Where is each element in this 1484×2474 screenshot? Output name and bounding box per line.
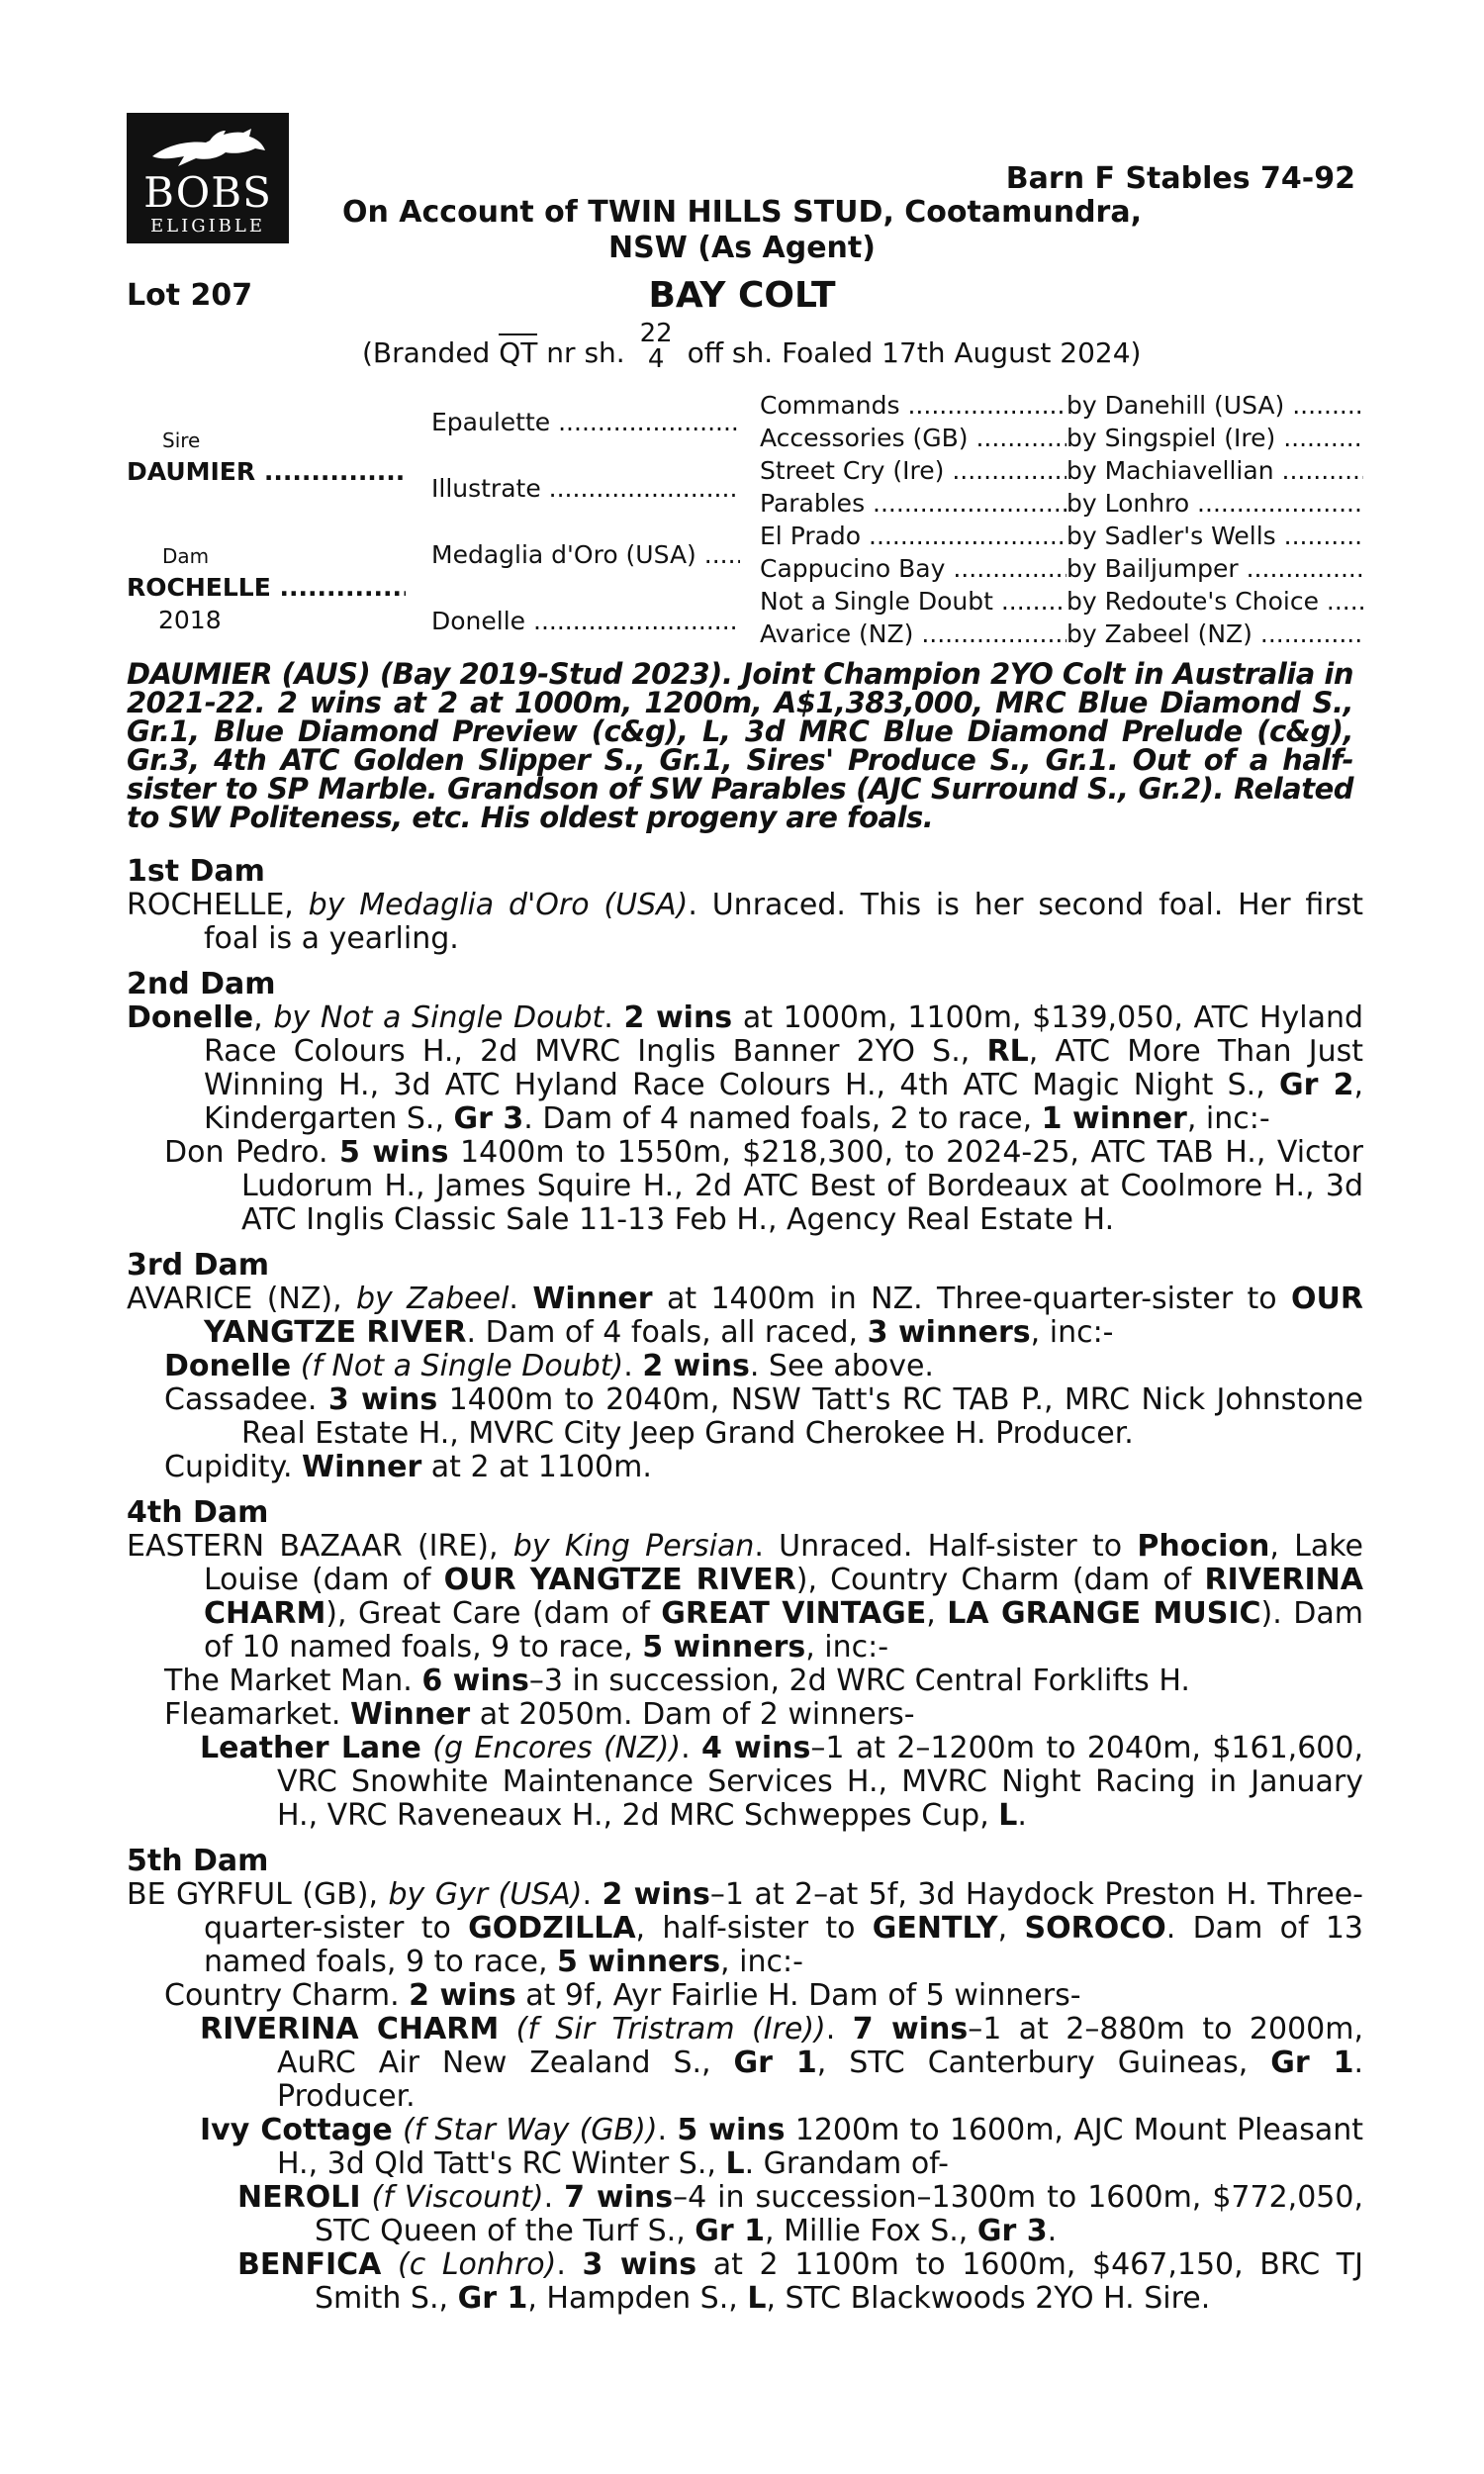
section-heading: 1st Dam [127, 854, 265, 889]
family-sections [127, 855, 1363, 2316]
text: EASTERN BAZAAR (IRE), [127, 1529, 513, 1564]
text: –1 at 2–1200m to 2040m, $161,600, VRC Snowhite Maintenance Services H., MVRC Night Racing in January H., VRC Raveneaux H., 2d MRC Schweppes Cup, [277, 1731, 1364, 1833]
brand-fraction-bottom: 4 [647, 344, 665, 374]
italic-text: by Medaglia d'Oro (USA) [308, 888, 689, 922]
text: . [509, 1282, 533, 1316]
text: . Producer. [277, 2046, 1363, 2114]
bold-text: 5 winners [557, 1945, 721, 1979]
text: , inc:- [805, 1630, 889, 1665]
g3-row: Not a Single Doubt ..... by Redoute's Choice ..... [760, 585, 1363, 618]
text: ). Dam of 10 named foals, 9 to race, [204, 1596, 1363, 1665]
bobs-eligible-logo [127, 113, 289, 243]
italic-text: (f Viscount) [371, 2180, 544, 2215]
italic-text: by King Persian [512, 1529, 755, 1564]
progeny-entry [127, 1383, 1363, 1451]
g3-row: El Prado ..... by Sadler's Wells ..... [760, 520, 1363, 552]
bold-text: Gr 1 [733, 2046, 817, 2080]
text: . [582, 1877, 603, 1912]
text: ), Great Care (dam of [325, 1596, 662, 1631]
progeny-entry [127, 1665, 1363, 1698]
dam-section [127, 855, 1363, 956]
g3-row: Avarice (NZ) ..... by Zabeel (NZ) ..... [760, 618, 1363, 650]
text: , [253, 1000, 274, 1035]
text: Cupidity. [164, 1450, 303, 1484]
horse-title: BAY COLT [648, 275, 836, 316]
dam-entry [127, 1878, 1363, 1979]
text: –1 at 2–880m to 2000m, AuRC Air New Zealand S., [277, 2012, 1363, 2080]
italic-text: by Zabeel [356, 1282, 510, 1316]
italic-text: (f Not a Single Doubt) [300, 1349, 624, 1383]
brand-details [362, 319, 1142, 380]
text: , inc:- [720, 1945, 803, 1979]
text: ), Country Charm (dam of [795, 1563, 1205, 1597]
text: . [825, 2012, 853, 2046]
text: at 9f, Ayr Fairlie H. Dam of 5 winners- [515, 1978, 1081, 2013]
dam-section [127, 1249, 1363, 1484]
vendor-line-2: NSW (As Agent) [608, 231, 876, 265]
text: . [1047, 2214, 1058, 2248]
bold-text: RIVERINA CHARM [200, 2012, 500, 2046]
bold-text: OUR YANGTZE RIVER [443, 1563, 796, 1597]
text: at 2 at 1100m. [421, 1450, 652, 1484]
text: at 1000m, 1100m, $139,050, ATC Hyland Race Colours H., 2d MVRC Inglis Banner 2YO S., [204, 1000, 1364, 1069]
text: The Market Man. [164, 1664, 422, 1698]
text: . [603, 1000, 624, 1035]
bold-text: 5 wins [677, 2113, 786, 2147]
bold-text: RIVERINA CHARM [204, 1563, 1363, 1631]
text: . See above. [749, 1349, 934, 1383]
text: , Lake Louise (dam of [204, 1529, 1363, 1597]
bold-text: L [747, 2281, 767, 2316]
logo-text-eligible: ELIGIBLE [149, 216, 265, 237]
text: Cassadee. [164, 1382, 328, 1417]
text: ROCHELLE, [127, 888, 309, 922]
italic-text: by Gyr (USA) [388, 1877, 583, 1912]
text: . Unraced. This is her second foal. Her first foal is a yearling. [204, 888, 1363, 956]
bold-text: 2 wins [623, 1000, 733, 1035]
italic-text: (f Star Way (GB)) [403, 2113, 658, 2147]
sire-summary: DAUMIER (AUS) (Bay 2019-Stud 2023). Joint Champion 2YO Colt in Australia in 2021-22. 2 wins at 2 at 1000m, 1200m, A$1,383,000, MRC Blue Diamond S., Gr.1, Blue Diamond Preview (c&g), L, 3d MRC Blue Diamond Prelude (c&g), Gr.3, 4th ATC Golden Slipper S., Gr.1, Sires' Produce S., Gr.1. Out of a half-sister to SP Marble. Grandson of SW Parables (AJC Surround S., Gr.2). Related to SW Politeness, etc. His oldest progeny are foals. [127, 657, 1353, 834]
progeny-entry [127, 1698, 1363, 1732]
text: . Dam of 13 named foals, 9 to race, [204, 1911, 1364, 1979]
section-heading: 5th Dam [127, 1844, 269, 1878]
dam-entry [127, 1283, 1363, 1350]
text: . [1017, 1798, 1027, 1833]
bold-text: GREAT VINTAGE [661, 1596, 927, 1631]
text: , [926, 1596, 948, 1631]
bold-text: Donelle [127, 1000, 254, 1035]
brand-mark: QT [499, 333, 537, 369]
brand-prefix: (Branded [362, 336, 491, 369]
text: , Millie Fox S., [765, 2214, 977, 2248]
text: Country Charm. [164, 1978, 410, 2013]
bold-text: L [725, 2146, 745, 2181]
text [360, 2180, 371, 2215]
dam-section [127, 968, 1363, 1237]
bold-text: 3 wins [327, 1382, 438, 1417]
text: 1200m to 1600m, AJC Mount Pleasant H., 3d Qld Tatt's RC Winter S., [277, 2113, 1364, 2181]
bold-text: 5 wins [339, 1135, 449, 1170]
text: , Hampden S., [527, 2281, 748, 2316]
bold-text: GENTLY [872, 1911, 998, 1946]
text: , [997, 1911, 1025, 1946]
text [393, 2113, 403, 2147]
bold-text: Ivy Cottage [200, 2113, 393, 2147]
text: at 2 1100m to 1600m, $467,150, BRC TJ Smith S., [315, 2247, 1363, 2316]
bold-text: Gr 3 [453, 1101, 524, 1136]
text [421, 1731, 432, 1765]
text: . Dam of 4 foals, all raced, [466, 1315, 868, 1350]
bold-text: OUR YANGTZE RIVER [204, 1282, 1364, 1350]
dam-foaled-year: 2018 [158, 606, 222, 634]
brand-mid: nr sh. [546, 336, 625, 369]
progeny-entry [127, 1350, 1363, 1383]
text [291, 1349, 301, 1383]
text: . [543, 2180, 565, 2215]
g3-row: Parables ..... by Lonhro ..... [760, 487, 1363, 520]
bold-text: Donelle [164, 1349, 292, 1383]
text [499, 2012, 515, 2046]
progeny-entry [127, 2248, 1363, 2316]
bold-text: Gr 3 [976, 2214, 1048, 2248]
text: , inc:- [1030, 1315, 1114, 1350]
italic-text: (c Lonhro) [398, 2247, 557, 2282]
dam-entry [127, 1530, 1363, 1665]
progeny-entry [127, 2181, 1363, 2248]
text: , ATC More Than Just Winning H., 3d ATC Hyland Race Colours H., 4th ATC Magic Night S., [204, 1034, 1364, 1102]
section-heading: 4th Dam [127, 1495, 269, 1530]
bold-text: L [998, 1798, 1018, 1833]
bold-text: Winner [302, 1450, 422, 1484]
text: –1 at 2–at 5f, 3d Haydock Preston H. Three-quarter-sister to [204, 1877, 1363, 1946]
brand-fraction [640, 321, 673, 372]
dam-label: Dam [162, 544, 210, 568]
section-heading: 2nd Dam [127, 967, 276, 1001]
bold-text: 2 wins [409, 1978, 516, 2013]
text: Don Pedro. [164, 1135, 340, 1170]
vendor-line-1: On Account of TWIN HILLS STUD, Cootamundra, [341, 195, 1142, 230]
text: , STC Canterbury Guineas, [816, 2046, 1271, 2080]
bold-text: LA GRANGE MUSIC [947, 1596, 1261, 1631]
text: , half-sister to [635, 1911, 873, 1946]
barn-location: Barn F Stables 74-92 [1005, 161, 1355, 196]
bold-text: BENFICA [237, 2247, 382, 2282]
text [381, 2247, 398, 2282]
italic-text: by Not a Single Doubt [273, 1000, 604, 1035]
dam-entry [127, 1001, 1363, 1136]
dam-entry [127, 889, 1363, 956]
bold-text: 7 wins [564, 2180, 674, 2215]
bold-text: 6 wins [421, 1664, 529, 1698]
bold-text: 3 winners [867, 1315, 1031, 1350]
bold-text: Gr 2 [1279, 1068, 1354, 1102]
g3-row: Commands ..... by Danehill (USA) ..... [760, 389, 1363, 422]
progeny-entry [127, 1732, 1363, 1833]
text: AVARICE (NZ), [127, 1282, 357, 1316]
text: . [556, 2247, 583, 2282]
text: , inc:- [1186, 1101, 1270, 1136]
sire-name: DAUMIER ..... [127, 455, 406, 488]
text: , STC Blackwoods 2YO H. Sire. [766, 2281, 1211, 2316]
bold-text: 1 winner [1041, 1101, 1187, 1136]
pedigree-third-generation [760, 389, 1363, 650]
bold-text: Leather Lane [200, 1731, 421, 1765]
progeny-entry [127, 2013, 1363, 2114]
text: at 2050m. Dam of 2 winners- [470, 1697, 915, 1732]
racehorse-icon [148, 127, 267, 170]
progeny-entry [127, 2114, 1363, 2181]
progeny-entry [127, 1979, 1363, 2013]
dam-sire: Medaglia d'Oro (USA) ..... [431, 538, 740, 571]
text: . Unraced. Half-sister to [754, 1529, 1138, 1564]
lot-number: Lot 207 [127, 278, 253, 313]
text: . Grandam of- [744, 2146, 949, 2181]
text: 1400m to 2040m, NSW Tatt's RC TAB P., MRC Nick Johnstone Real Estate H., MVRC City Jeep Grand Cherokee H. Producer. [241, 1382, 1363, 1451]
sire-sire: Epaulette ..... [431, 406, 740, 438]
sire-label: Sire [162, 428, 201, 452]
text: Fleamarket. [164, 1697, 350, 1732]
bold-text: 2 wins [602, 1877, 710, 1912]
g3-row: Cappucino Bay ..... by Bailjumper ..... [760, 552, 1363, 585]
text: . [681, 1731, 701, 1765]
text: . [657, 2113, 678, 2147]
bold-text: Gr 1 [457, 2281, 528, 2316]
text: at 1400m in NZ. Three-quarter-sister to [652, 1282, 1292, 1316]
bold-text: NEROLI [237, 2180, 361, 2215]
text: –4 in succession–1300m to 1600m, $772,050, STC Queen of the Turf S., [315, 2180, 1363, 2248]
brand-fraction-top: 22 [639, 319, 673, 348]
italic-text: (g Encores (NZ)) [432, 1731, 682, 1765]
bold-text: Winner [349, 1697, 471, 1732]
bold-text: 4 wins [701, 1731, 811, 1765]
bold-text: RL [986, 1034, 1029, 1069]
dam-section [127, 1845, 1363, 2316]
progeny-entry [127, 1451, 1363, 1484]
brand-suffix: off sh. Foaled 17th August 2024) [687, 336, 1142, 369]
dam-name: ROCHELLE ..... [127, 571, 406, 604]
bold-text: GODZILLA [468, 1911, 636, 1946]
bold-text: Gr 1 [1270, 2046, 1354, 2080]
text: 1400m to 1550m, $218,300, to 2024-25, ATC TAB H., Victor Ludorum H., James Squire H., 2d ATC Best of Bordeaux at Coolmore H., 3d ATC Inglis Classic Sale 11-13 Feb H., Agency Real Estate H. [241, 1135, 1364, 1237]
sire-dam: Illustrate ..... [431, 472, 740, 505]
text: BE GYRFUL (GB), [127, 1877, 389, 1912]
g3-row: Accessories (GB) ..... by Singspiel (Ire) ..... [760, 422, 1363, 454]
progeny-entry [127, 1136, 1363, 1237]
text: . [623, 1349, 643, 1383]
bold-text: 2 wins [642, 1349, 750, 1383]
text: –3 in succession, 2d WRC Central Forklifts H. [528, 1664, 1190, 1698]
dam-dam: Donelle ..... [431, 605, 740, 637]
bold-text: 5 winners [642, 1630, 806, 1665]
text: . Dam of 4 named foals, 2 to race, [523, 1101, 1042, 1136]
dam-section [127, 1496, 1363, 1833]
bold-text: 7 wins [852, 2012, 969, 2046]
bold-text: SOROCO [1024, 1911, 1166, 1946]
bold-text: 3 wins [582, 2247, 697, 2282]
g3-row: Street Cry (Ire) ..... by Machiavellian ..... [760, 454, 1363, 487]
bold-text: Phocion [1137, 1529, 1270, 1564]
logo-text-bobs: BOBS [143, 168, 272, 217]
section-heading: 3rd Dam [127, 1248, 269, 1283]
bold-text: Gr 1 [695, 2214, 766, 2248]
italic-text: (f Sir Tristram (Ire)) [515, 2012, 826, 2046]
bold-text: Winner [532, 1282, 653, 1316]
text: , Kindergarten S., [204, 1068, 1363, 1136]
